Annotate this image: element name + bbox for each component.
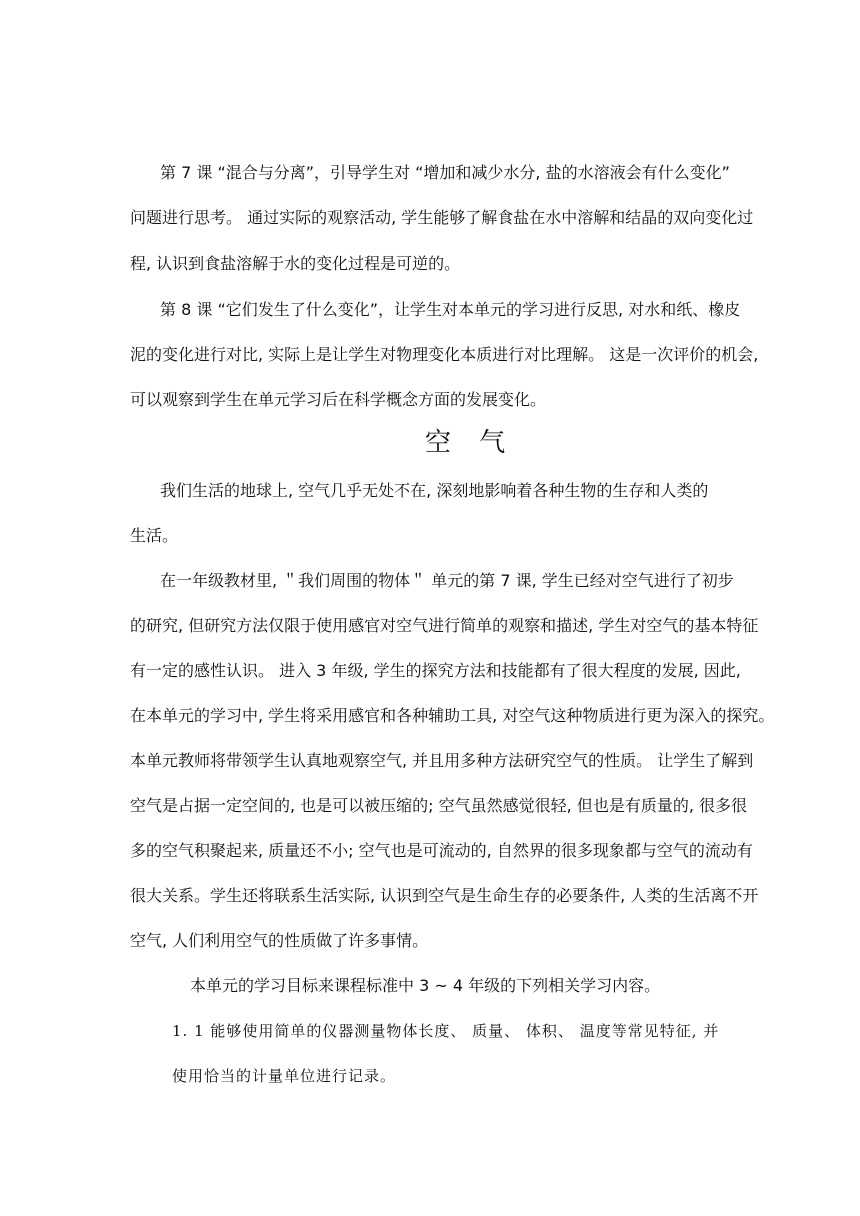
paragraph-line: 可以观察到学生在单元学习后在科学概念方面的发展变化。 [130,390,547,409]
paragraph-line: 生活。 [130,526,179,545]
paragraph-line: 程, 认识到食盐溶解于水的变化过程是可逆的。 [130,254,461,273]
section-title: 空 气 [425,428,516,458]
paragraph-line: 问题进行思考。 通过实际的观察活动, 学生能够了解食盐在水中溶解和结晶的双向变化过 [130,208,754,227]
paragraph-line: 泥的变化进行对比, 实际上是让学生对物理变化本质进行对比理解。 这是一次评价的机会, [130,345,759,364]
paragraph-line: 有一定的感性认识。 进入 3 年级, 学生的探究方法和技能都有了很大程度的发展, 因此, [130,661,741,680]
paragraph-line: 很大关系。学生还将联系生活实际, 认识到空气是生命生存的必要条件, 人类的生活离不开 [130,886,759,905]
paragraph-line: 多的空气积聚起来, 质量还不小; 空气也是可流动的, 自然界的很多现象都与空气的流动有 [130,841,753,860]
paragraph-line: 在本单元的学习中, 学生将采用感官和各种辅助工具, 对空气这种物质进行更为深入的探究。 [130,706,775,725]
goal-line: 1. 1 能够使用简单的仪器测量物体长度、 质量、 体积、 温度等常见特征, 并 [172,1022,720,1040]
paragraph-line: 空气是占据一定空间的, 也是可以被压缩的; 空气虽然感觉很轻, 但也是有质量的, 很多很 [130,796,747,815]
paragraph-line: 的研究, 但研究方法仅限于使用感官对空气进行简单的观察和描述, 学生对空气的基本特征 [130,616,759,635]
paragraph-line: 空气, 人们利用空气的性质做了许多事情。 [130,931,429,950]
paragraph-line: 我们生活的地球上, 空气几乎无处不在, 深刻地影响着各种生物的生存和人类的 [160,481,709,500]
goals-intro: 本单元的学习目标来课程标准中 3 ~ 4 年级的下列相关学习内容。 [190,976,661,995]
paragraph-line: 第 8 课 “它们发生了什么变化”，让学生对本单元的学习进行反思, 对水和纸、橡皮 [160,300,741,319]
goal-line: 使用恰当的计量单位进行记录。 [172,1067,397,1085]
paragraph-line: 在一年级教材里, ＂我们周围的物体＂ 单元的第 7 课, 学生已经对空气进行了初步 [160,571,734,590]
paragraph-line: 本单元教师将带领学生认真地观察空气, 并且用多种方法研究空气的性质。 让学生了解到 [130,751,754,770]
paragraph-line: 第 7 课 “混合与分离”，引导学生对 “增加和减少水分, 盐的水溶液会有什么变化” [160,163,730,182]
